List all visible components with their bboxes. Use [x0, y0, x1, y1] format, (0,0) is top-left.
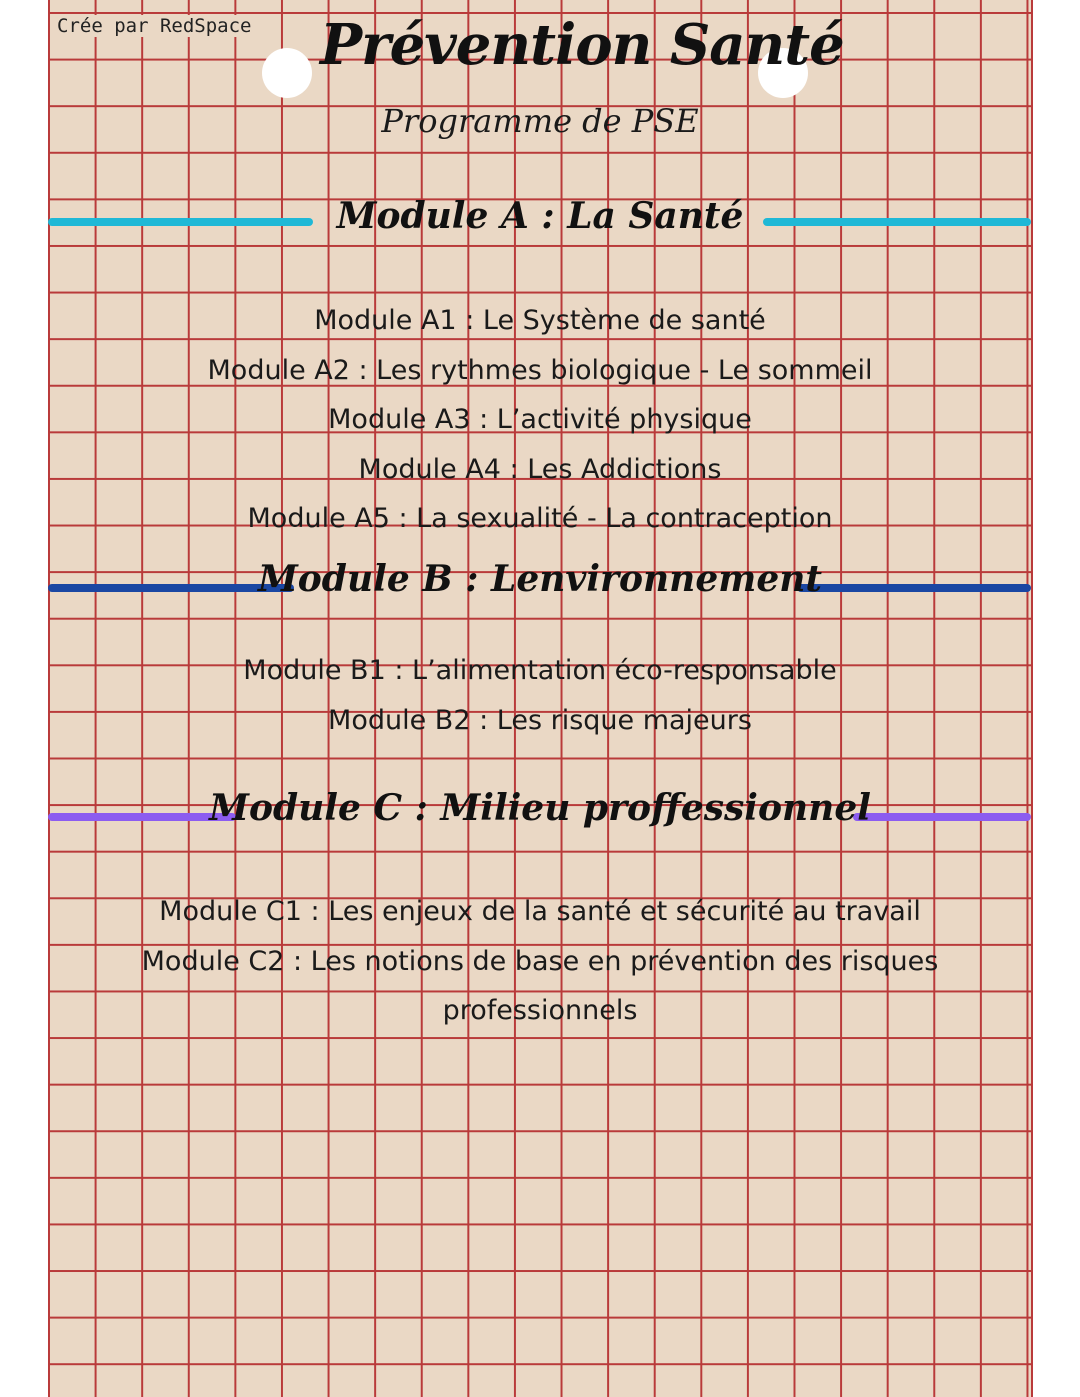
- list-item: Module A3 : L’activité physique: [328, 404, 752, 435]
- list-item: Module A1 : Le Système de santé: [314, 305, 766, 336]
- module-a-list: [0, 296, 1080, 544]
- module-c-list: [0, 887, 1080, 1036]
- list-item: Module A5 : La sexualité - La contraception: [247, 503, 833, 534]
- credit-text: Crée par RedSpace: [53, 15, 255, 37]
- list-item: Module C2 : Les notions de base en prévention des risques professionnels: [141, 945, 939, 1026]
- list-item: Module B1 : L’alimentation éco-responsable: [243, 655, 837, 686]
- module-b-heading: Module B : Lenvironnement: [257, 558, 823, 600]
- module-b-list: [0, 646, 1080, 745]
- module-c-heading: Module C : Milieu proffessionnel: [209, 787, 871, 829]
- page-title: Prévention Santé: [320, 12, 844, 78]
- page-subtitle: Programme de PSE: [381, 102, 699, 140]
- punch-hole-left: [262, 48, 312, 98]
- list-item: Module C1 : Les enjeux de la santé et sécurité au travail: [159, 896, 921, 927]
- list-item: Module A2 : Les rythmes biologique - Le sommeil: [207, 354, 873, 386]
- list-item: Module B2 : Les risque majeurs: [328, 704, 752, 736]
- list-item: Module A4 : Les Addictions: [358, 453, 722, 485]
- module-a-heading: Module A : La Santé: [336, 195, 744, 237]
